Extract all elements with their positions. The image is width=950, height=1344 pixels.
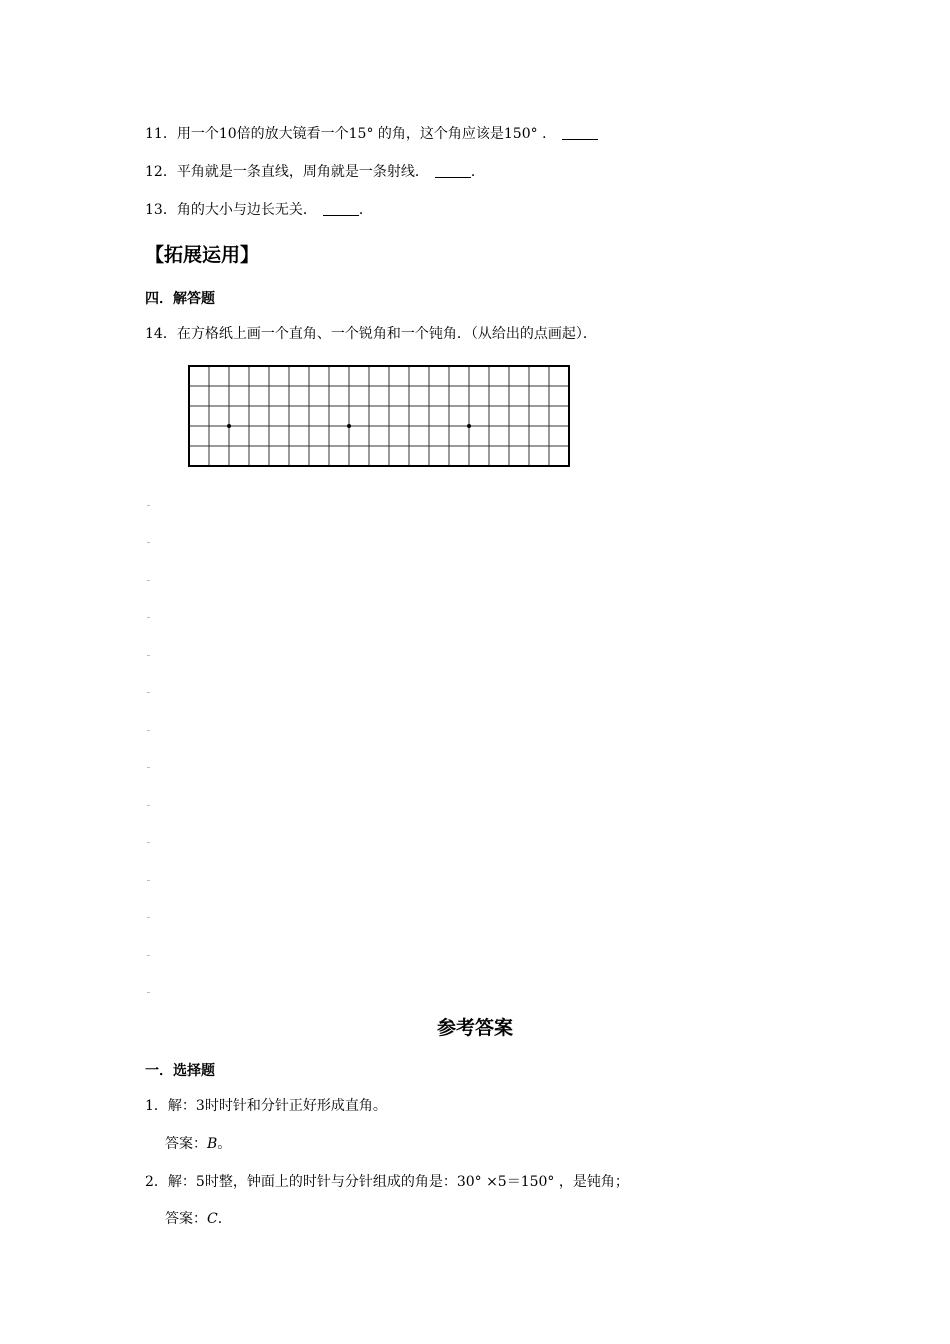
margin-mark xyxy=(147,880,150,881)
start-point-dot xyxy=(467,424,471,428)
margin-mark xyxy=(147,955,150,956)
answer-suffix: 。 xyxy=(217,1136,232,1152)
grid-border xyxy=(189,366,569,466)
margin-mark xyxy=(147,767,150,768)
answer-1-solution: 1．解：3时时针和分针正好形成直角。 xyxy=(145,1098,387,1114)
answer-blank-11[interactable] xyxy=(562,125,598,140)
margin-mark xyxy=(147,917,150,918)
answer-prefix: 答案： xyxy=(165,1136,207,1152)
answer-letter: C xyxy=(207,1211,218,1227)
question-12 xyxy=(145,162,485,182)
answer-blank-13[interactable] xyxy=(323,201,359,216)
question-13 xyxy=(145,200,373,220)
question-14: 14．在方格纸上画一个直角、一个锐角和一个钝角．（从给出的点画起）． xyxy=(145,326,597,342)
margin-mark xyxy=(147,692,150,693)
answer-prefix: 答案： xyxy=(165,1211,207,1227)
section-title: 【拓展运用】 xyxy=(145,244,260,266)
answers-part-1-heading: 一．选择题 xyxy=(145,1063,215,1079)
start-point-dot xyxy=(227,424,231,428)
question-12-end: ． xyxy=(470,164,485,180)
answer-2-answer xyxy=(165,1209,232,1229)
part-4-heading: 四．解答题 xyxy=(145,291,215,307)
margin-mark xyxy=(147,730,150,731)
question-13-text: 13．角的大小与边长无关． xyxy=(145,202,317,218)
answer-letter: B xyxy=(207,1136,218,1152)
margin-mark xyxy=(147,580,150,581)
margin-mark xyxy=(147,992,150,993)
question-13-end: ． xyxy=(358,202,373,218)
answer-suffix: ． xyxy=(217,1211,232,1227)
margin-mark xyxy=(147,542,150,543)
answer-2-solution: 2．解：5时整，钟面上的时针与分针组成的角是：30° ×5＝150° ，是钝角； xyxy=(145,1174,629,1190)
grid-paper[interactable] xyxy=(187,364,571,468)
margin-mark xyxy=(147,505,150,506)
question-11-text: 11．用一个10倍的放大镜看一个15° 的角，这个角应该是150° ． xyxy=(145,126,557,142)
answers-title: 参考答案 xyxy=(436,1017,513,1039)
start-point-dot xyxy=(347,424,351,428)
margin-mark xyxy=(147,805,150,806)
question-11 xyxy=(145,124,598,144)
answer-blank-12[interactable] xyxy=(435,163,471,178)
question-12-text: 12．平角就是一条直线，周角就是一条射线． xyxy=(145,164,429,180)
answer-1-answer xyxy=(165,1134,231,1154)
margin-mark xyxy=(147,842,150,843)
margin-mark xyxy=(147,655,150,656)
margin-mark xyxy=(147,617,150,618)
